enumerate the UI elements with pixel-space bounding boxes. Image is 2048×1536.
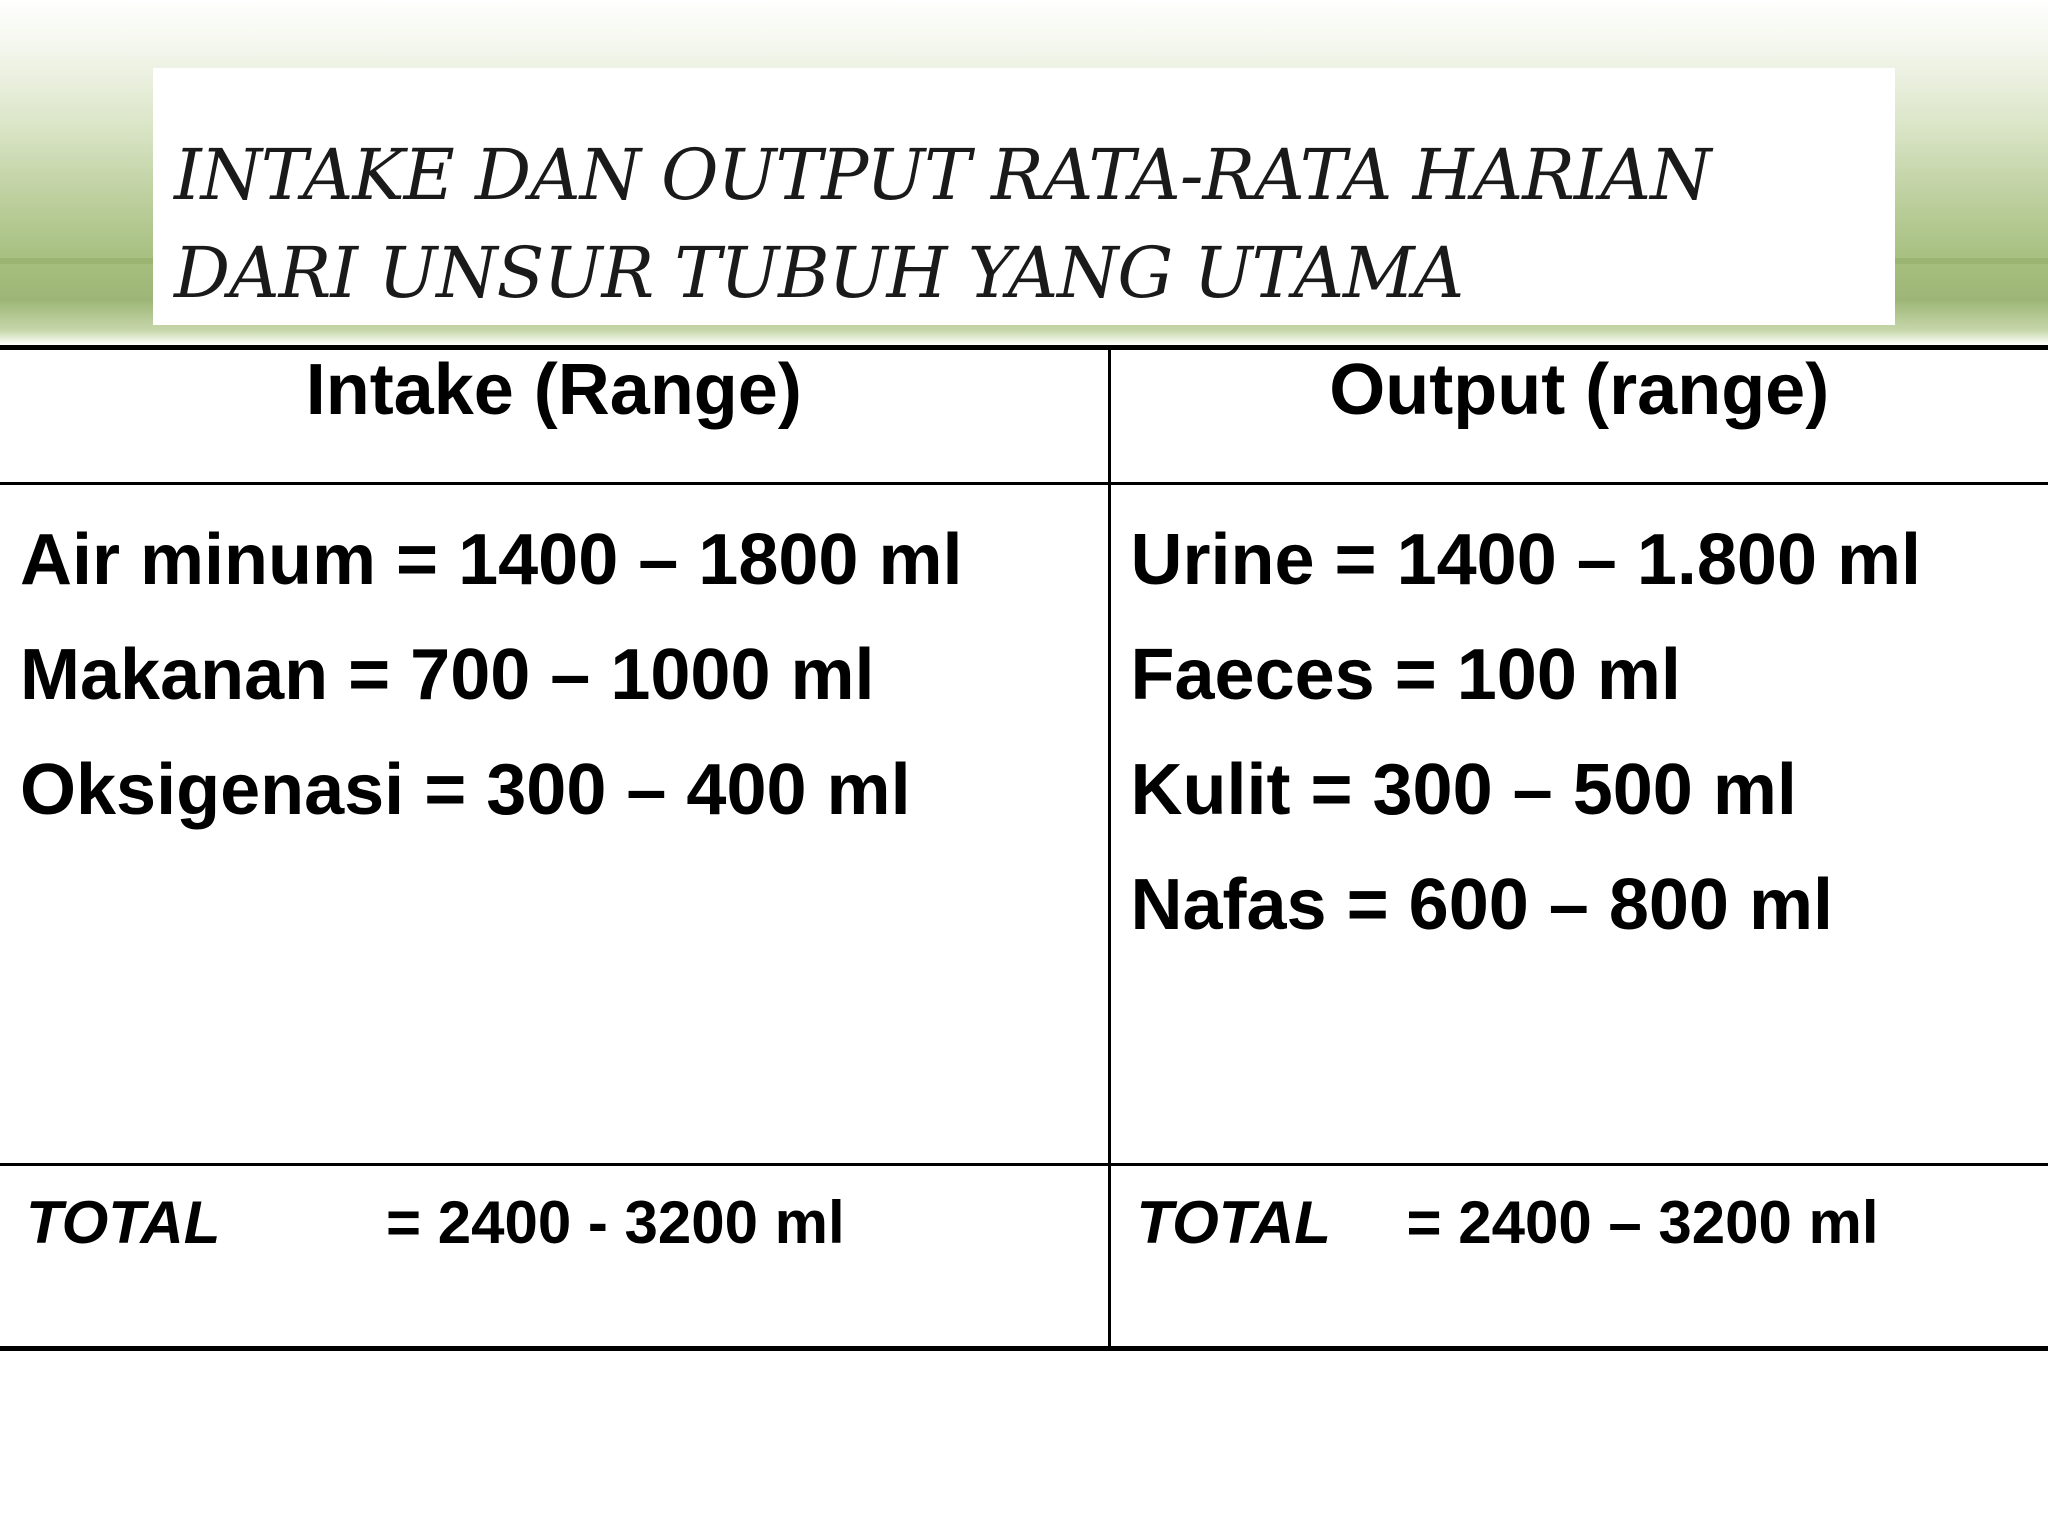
output-total-label: TOTAL: [1136, 1189, 1331, 1256]
output-total-cell: [1109, 1165, 2048, 1349]
intake-total-cell: [0, 1165, 1109, 1349]
intake-item-makanan: Makanan = 700 – 1000 ml: [20, 635, 875, 715]
intake-output-table: [0, 345, 2048, 1351]
output-list: [1111, 485, 2048, 963]
output-header: Output (range): [1109, 348, 2048, 484]
intake-item-oksigenasi: Oksigenasi = 300 – 400 ml: [20, 750, 911, 830]
table-items-row: [0, 484, 2048, 1165]
intake-total-label: TOTAL: [26, 1189, 221, 1256]
table-total-row: [0, 1165, 2048, 1349]
slide-title-line-1: INTAKE DAN OUTPUT RATA-RATA HARIAN: [174, 134, 1711, 216]
slide-title-line-2: DARI UNSUR TUBUH YANG UTAMA: [174, 232, 1464, 314]
table-header-row: [0, 348, 2048, 484]
slide-title: [174, 126, 1874, 322]
output-item-nafas: Nafas = 600 – 800 ml: [1130, 865, 1833, 945]
output-item-faeces: Faeces = 100 ml: [1130, 635, 1681, 715]
intake-items-cell: [0, 484, 1109, 1165]
output-item-kulit: Kulit = 300 – 500 ml: [1130, 750, 1797, 830]
intake-total-value: = 2400 - 3200 ml: [386, 1189, 845, 1256]
output-items-cell: [1109, 484, 2048, 1165]
output-item-urine: Urine = 1400 – 1.800 ml: [1130, 520, 1922, 600]
intake-item-air-minum: Air minum = 1400 – 1800 ml: [20, 520, 963, 600]
output-total-value: = 2400 – 3200 ml: [1406, 1189, 1879, 1256]
intake-header: Intake (Range): [0, 348, 1109, 484]
intake-list: [0, 485, 1108, 848]
